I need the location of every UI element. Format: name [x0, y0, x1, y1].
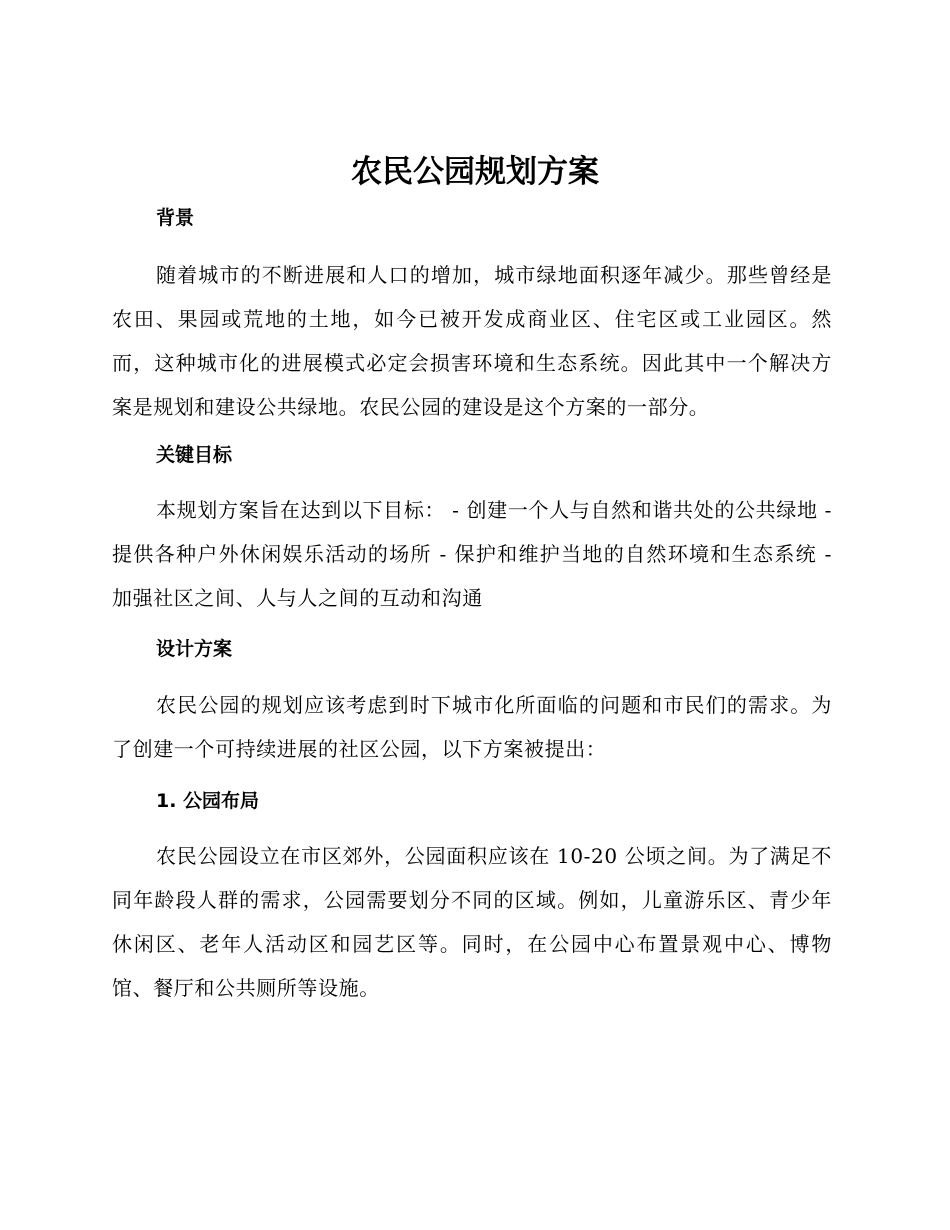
section-heading-park-layout: 1. 公园布局 — [156, 790, 260, 812]
section-heading-key-goals: 关键目标 — [156, 444, 233, 466]
section-paragraph-park-layout: 农民公园设立在市区郊外，公园面积应该在 10-20 公顷之间。为了满足不同年龄段人群的需求，公园需要划分不同的区域。例如，儿童游乐区、青少年休闲区、老年人活动区和园艺区等。同时，在公园中心布置景观中心、博物馆、餐厅和公共厕所等设施。 — [112, 844, 832, 1000]
section-paragraph-design-plan: 农民公园的规划应该考虑到时下城市化所面临的问题和市民们的需求。为了创建一个可持续进展的社区公园，以下方案被提出： — [112, 693, 832, 761]
section-paragraph-key-goals: 本规划方案旨在达到以下目标： - 创建一个人与自然和谐共处的公共绿地 - 提供各种户外休闲娱乐活动的场所 - 保护和维护当地的自然环境和生态系统 - 加强社区之间、人与人之间的互动和沟通 — [112, 498, 832, 610]
document-title: 农民公园规划方案 — [351, 154, 599, 190]
section-paragraph-background: 随着城市的不断进展和人口的增加，城市绿地面积逐年减少。那些曾经是农田、果园或荒地的土地，如今已被开发成商业区、住宅区或工业园区。然而，这种城市化的进展模式必定会损害环境和生态系统。因此其中一个解决方案是规划和建设公共绿地。农民公园的建设是这个方案的一部分。 — [112, 263, 832, 419]
section-heading-design-plan: 设计方案 — [156, 638, 233, 660]
section-heading-background: 背景 — [156, 207, 195, 229]
